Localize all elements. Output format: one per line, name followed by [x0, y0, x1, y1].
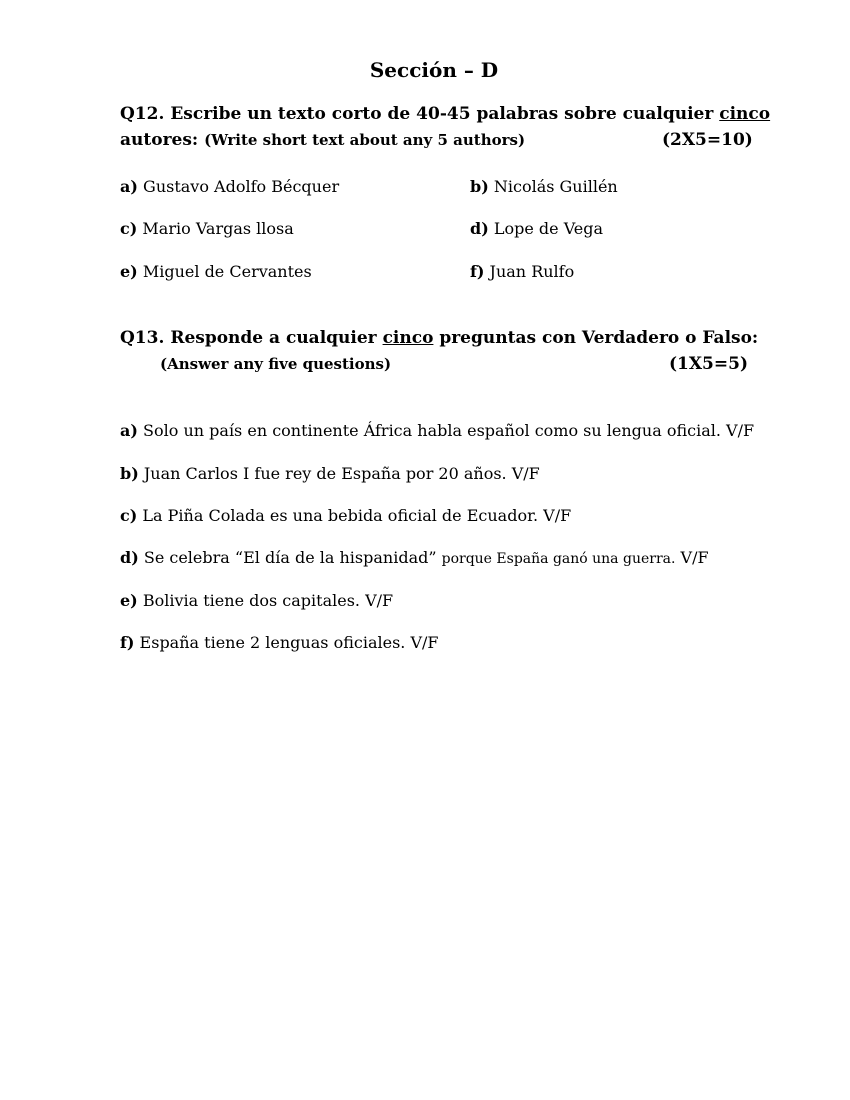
q12-marks: (2X5=10)	[662, 130, 753, 150]
option-text: Mario Vargas llosa	[142, 219, 294, 238]
statement-letter: e)	[120, 591, 138, 610]
q12-prompt-line-1	[120, 103, 770, 125]
q12-prompt-underlined: cinco	[719, 104, 771, 124]
q13-translation: (Answer any five questions)	[160, 355, 392, 373]
statement-text: La Piña Colada es una bebida oficial de Ecuador. V/F	[142, 506, 572, 525]
statement-text: Solo un país en continente África habla español como su lengua oficial. V/F	[143, 421, 755, 440]
q12-option	[120, 261, 312, 283]
q12-option	[120, 176, 339, 198]
q13-prompt: Responde a cualquier	[170, 328, 377, 348]
option-text: Lope de Vega	[493, 219, 604, 238]
option-letter: b)	[470, 177, 489, 196]
q12-prompt-line-2	[120, 129, 525, 151]
q13-prompt-line-1	[120, 327, 758, 349]
q13-statement	[120, 463, 540, 485]
option-letter: f)	[470, 262, 485, 281]
option-text: Nicolás Guillén	[493, 177, 618, 196]
option-letter: c)	[120, 219, 138, 238]
statement-text: Bolivia tiene dos capitales. V/F	[142, 591, 394, 610]
q12-prompt-cont: autores:	[120, 130, 199, 150]
q12-option	[470, 218, 603, 240]
q13-statement	[120, 505, 571, 527]
q12-prompt: Escribe un texto corto de 40-45 palabras sobre cualquier	[170, 104, 714, 124]
section-title: Sección – D	[369, 58, 499, 82]
statement-letter: f)	[120, 633, 135, 652]
option-letter: e)	[120, 262, 138, 281]
q12-translation: (Write short text about any 5 authors)	[204, 131, 526, 149]
q12-option	[120, 218, 294, 240]
statement-text-end: V/F	[680, 548, 709, 567]
statement-text: España tiene 2 lenguas oficiales. V/F	[139, 633, 439, 652]
q13-statement	[120, 420, 754, 442]
statement-letter: a)	[120, 421, 138, 440]
q13-number: Q13.	[120, 328, 165, 348]
q12-option	[470, 176, 618, 198]
option-text: Miguel de Cervantes	[142, 262, 312, 281]
statement-text-small: porque España ganó una guerra.	[441, 551, 676, 567]
option-text: Gustavo Adolfo Bécquer	[143, 177, 340, 196]
q13-marks: (1X5=5)	[669, 354, 749, 374]
statement-letter: c)	[120, 506, 138, 525]
q13-statement	[120, 547, 709, 570]
option-letter: a)	[120, 177, 138, 196]
q13-statement	[120, 632, 439, 654]
option-text: Juan Rulfo	[489, 262, 575, 281]
q12-option	[470, 261, 574, 283]
statement-letter: d)	[120, 548, 139, 567]
q12-number: Q12.	[120, 104, 165, 124]
q13-prompt-after: preguntas con Verdadero o Falso:	[439, 328, 759, 348]
statement-letter: b)	[120, 464, 139, 483]
q13-statement	[120, 590, 393, 612]
statement-text: Juan Carlos I fue rey de España por 20 años. V/F	[143, 464, 540, 483]
q13-prompt-underlined: cinco	[382, 328, 434, 348]
option-letter: d)	[470, 219, 489, 238]
statement-text: Se celebra “El día de la hispanidad”	[143, 548, 437, 567]
